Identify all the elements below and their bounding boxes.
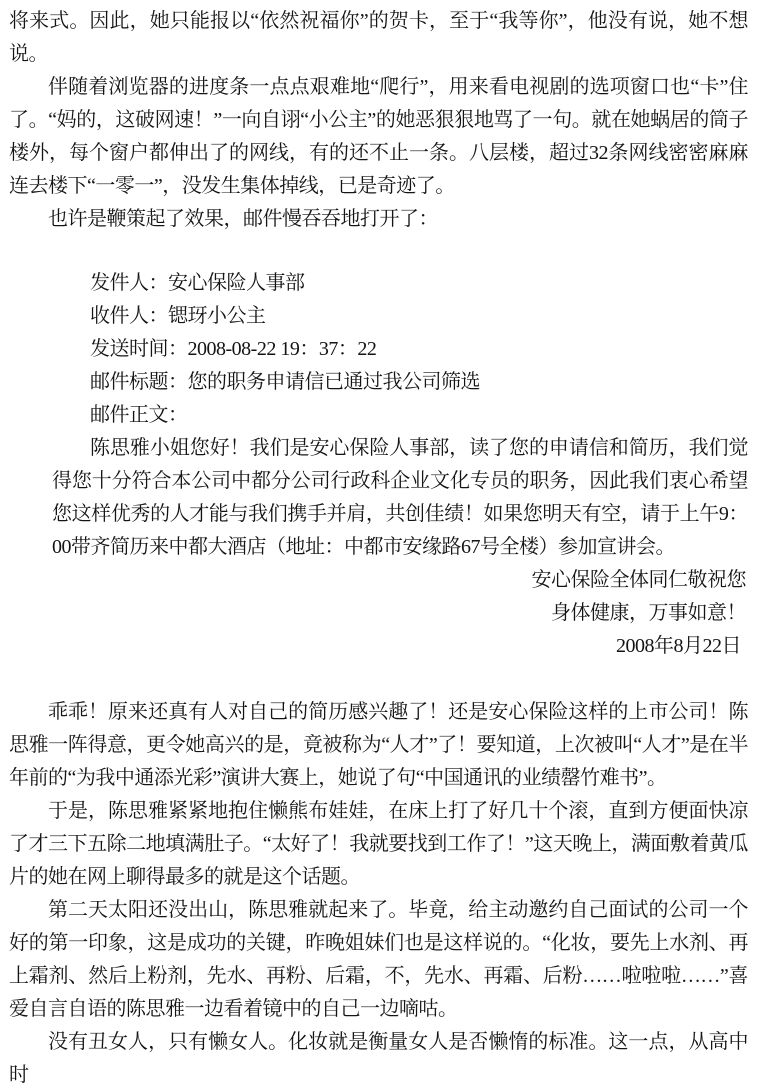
email-subject-line: 邮件标题：您的职务申请信已通过我公司筛选 — [90, 371, 480, 393]
paragraph: 乖乖！原来还真有人对自己的简历感兴趣了！还是安心保险这样的上市公司！陈思雅一阵得意，更令她高兴的是，竟被称为“人才”了！要知道，上次被叫“人才”是在半年前的“为我中通添光彩”演讲大赛上，她说了句“中国通讯的业绩罄竹难书”。 — [9, 701, 748, 789]
paragraph: 第二天太阳还没出山，陈思雅就起来了。毕竟，给主动邀约自己面试的公司一个好的第一印象，这是成功的关键，昨晚姐妹们也是这样说的。“化妆，要先上水剂、再上霜剂、然后上粉剂，先水、再粉、后霜，不，先水、再霜、后粉……啦啦啦……”喜爱自言自语的陈思雅一边看着镜中的自己一边嘀咕。 — [9, 899, 748, 1020]
paragraph-continued-from-previous-page: 将来式。因此，她只能报以“依然祝福你”的贺卡，至于“我等你”，他没有说，她不想说。 — [9, 10, 748, 65]
email-quote-block — [9, 267, 748, 663]
email-body-label: 邮件正文： — [90, 404, 188, 426]
email-closing-date: 2008年8月22日 — [616, 635, 741, 657]
email-from-line: 发件人：安心保险人事部 — [90, 272, 305, 294]
email-closing-salutation: 安心保险全体同仁敬祝您 — [531, 569, 746, 591]
paragraph: 于是，陈思雅紧紧地抱住懒熊布娃娃，在床上打了好几十个滚，直到方便面快凉了才三下五除二地填满肚子。“太好了！我就要找到工作了！”这天晚上，满面敷着黄瓜片的她在网上聊得最多的就是这个话题。 — [9, 800, 748, 888]
email-closing-wish: 身体健康，万事如意！ — [551, 602, 746, 624]
email-to-line: 收件人：锶玡小公主 — [90, 305, 266, 327]
paragraph-email-intro: 也许是鞭策起了效果，邮件慢吞吞地打开了： — [48, 208, 438, 230]
email-body-text: 陈思雅小姐您好！我们是安心保险人事部，读了您的申请信和简历，我们觉得您十分符合本公司中都分公司行政科企业文化专员的职务，因此我们衷心希望您这样优秀的人才能与我们携手并肩，共创佳绩！如果您明天有空，请于上午9：00带齐简历来中都大酒店（地址：中都市安缘路67号全楼）参加宣讲会。 — [52, 437, 748, 558]
paragraph: 伴随着浏览器的进度条一点点艰难地“爬行”，用来看电视剧的选项窗口也“卡”住了。“妈的，这破网速！”一向自诩“小公主”的她恶狠狠地骂了一句。就在她蜗居的筒子楼外，每个窗户都伸出了的网线，有的还不止一条。八层楼，超过32条网线密密麻麻连去楼下“一零一”，没发生集体掉线，已是奇迹了。 — [9, 76, 748, 197]
email-sent-time-line: 发送时间：2008-08-22 19：37：22 — [90, 338, 377, 360]
paragraph-cut-at-page-bottom: 没有丑女人，只有懒女人。化妆就是衡量女人是否懒惰的标准。这一点，从高中时 — [9, 1031, 748, 1086]
